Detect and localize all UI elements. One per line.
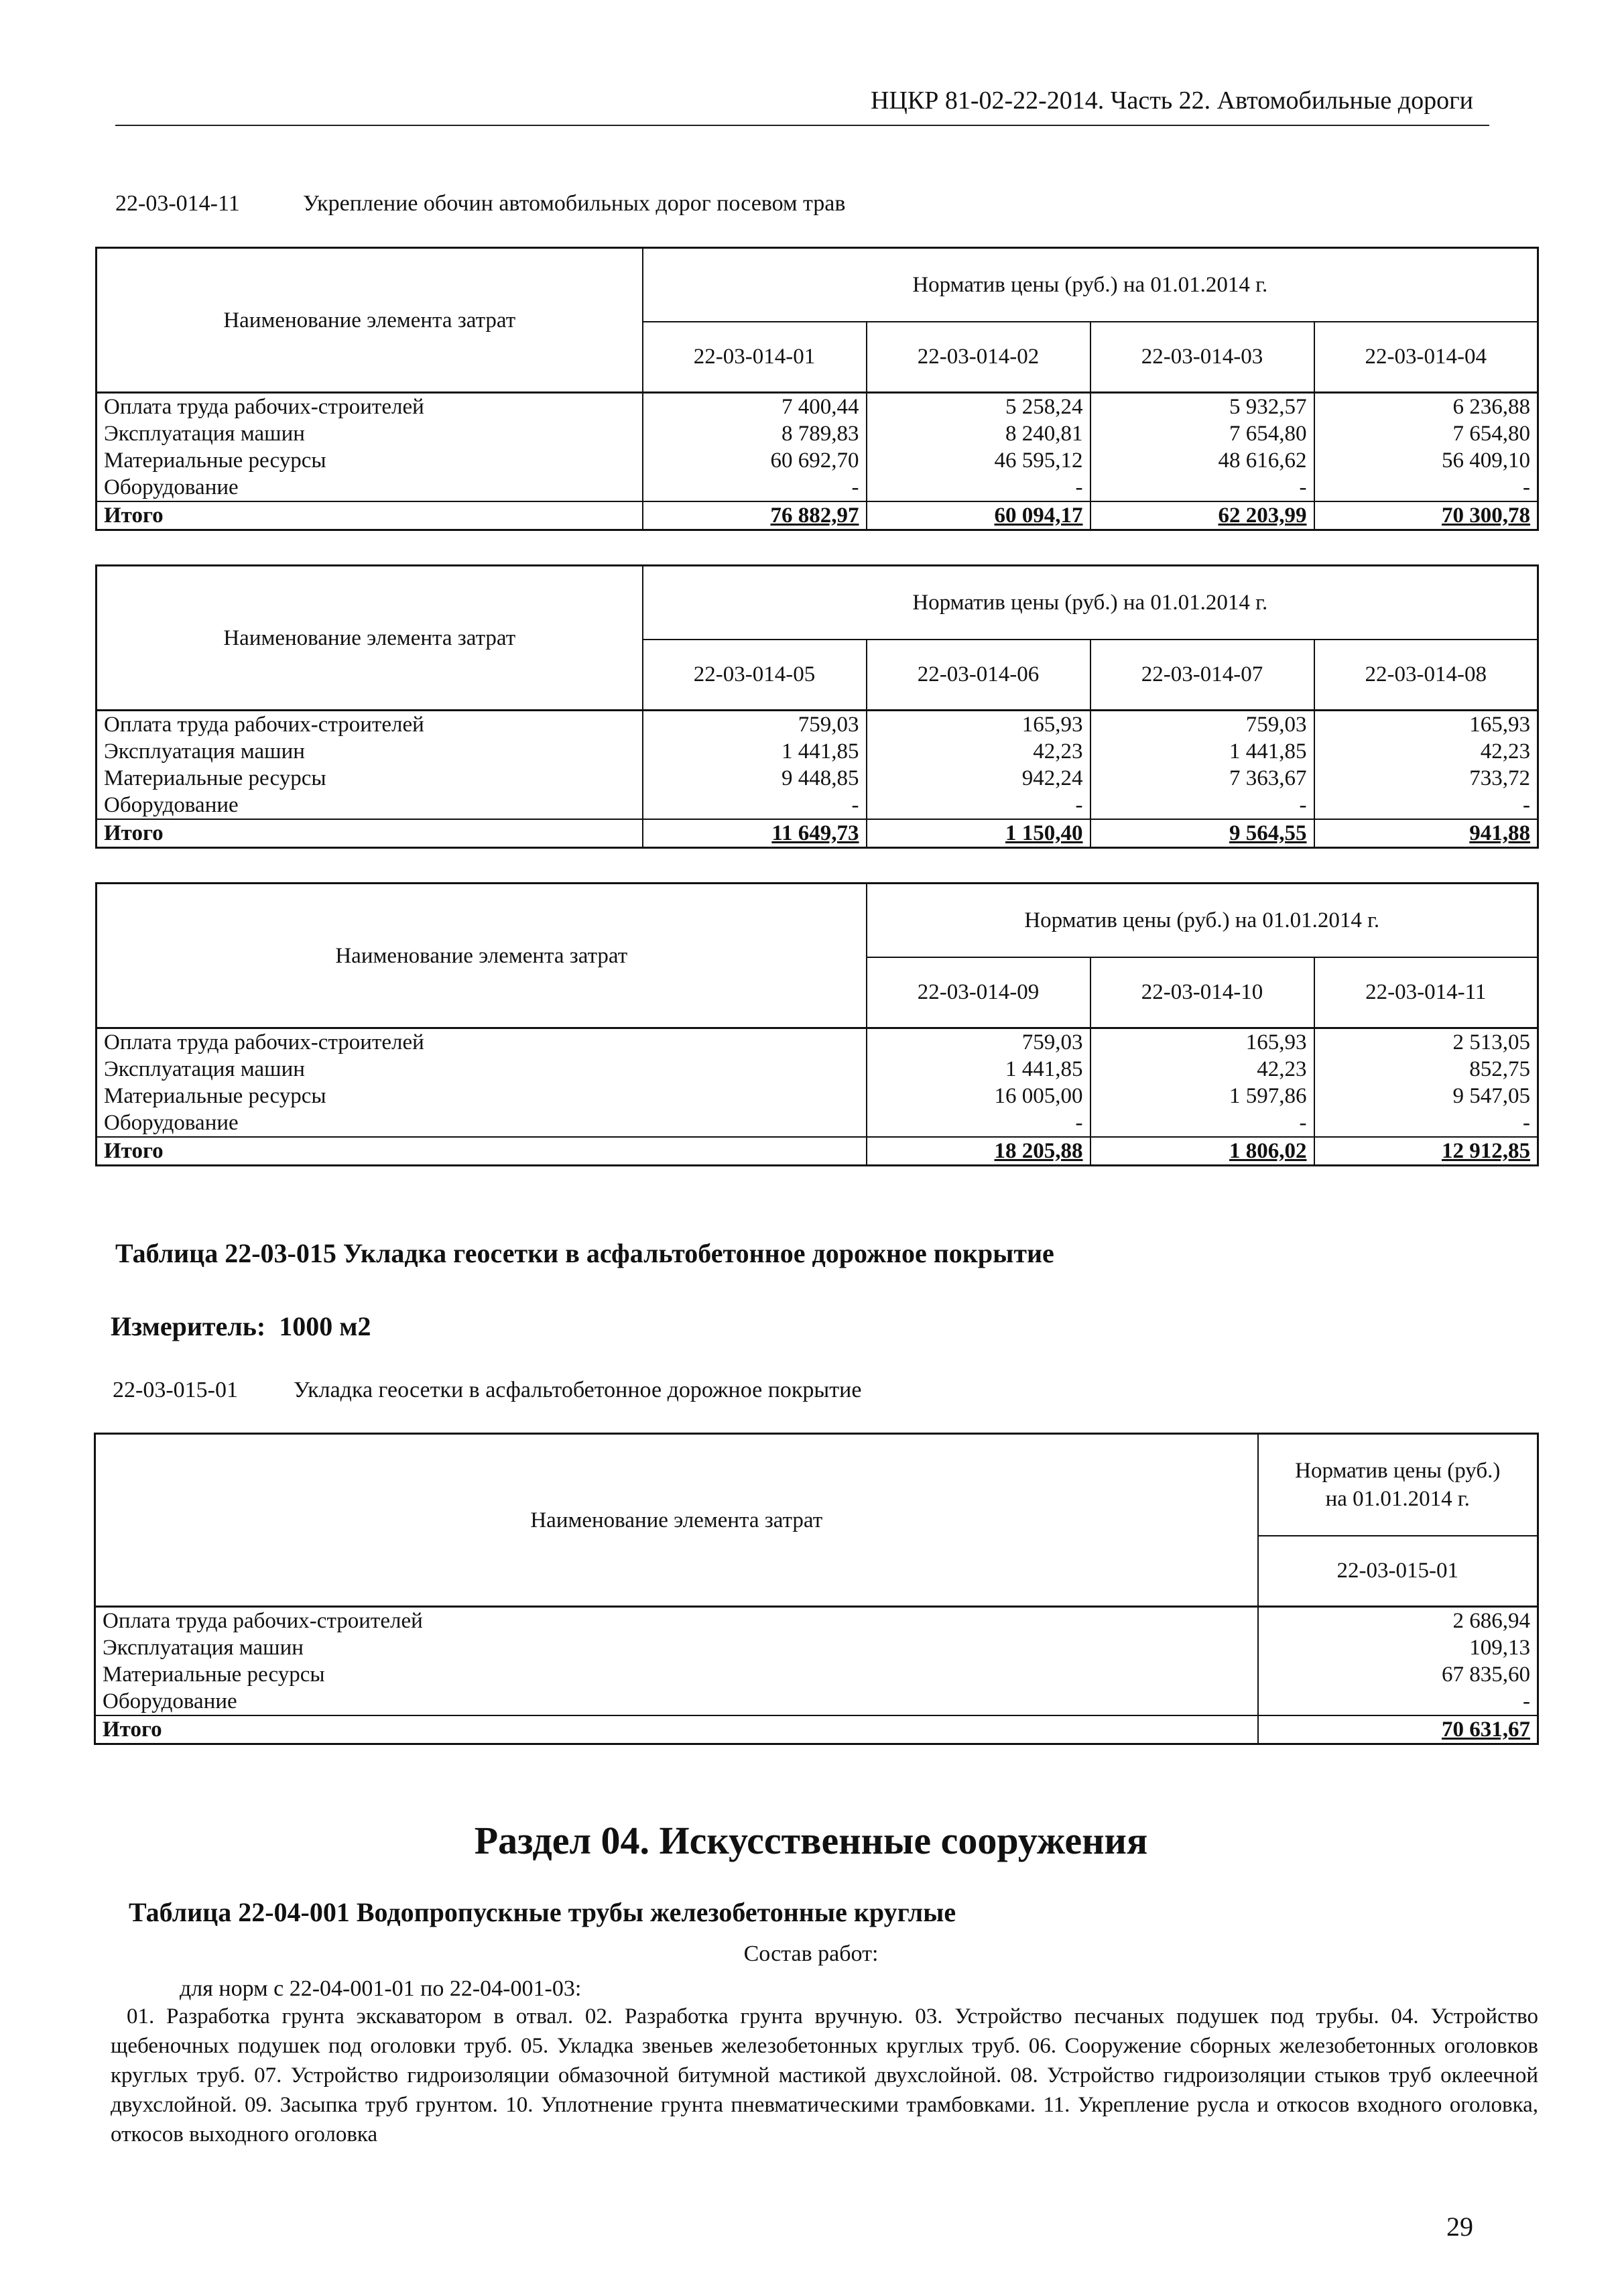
- cell-value: -: [867, 792, 1090, 819]
- code-col-1: 22-03-014-05: [643, 640, 867, 711]
- cell-value: -: [1090, 1109, 1314, 1137]
- composition-heading: Состав работ:: [743, 1941, 879, 1966]
- row-label: Эксплуатация машин: [97, 1056, 867, 1083]
- row-label: Оплата труда рабочих-строителей: [97, 711, 643, 739]
- norm-description: Укрепление обочин автомобильных дорог посевом трав: [303, 191, 846, 216]
- row-label: Материальные ресурсы: [97, 1083, 867, 1109]
- cell-value: 1 441,85: [643, 738, 867, 765]
- norm-code-line: [115, 191, 845, 217]
- measure-value: 1000 м2: [279, 1311, 371, 1341]
- cell-value: 7 363,67: [1090, 765, 1314, 792]
- code-col-3: 22-03-014-03: [1090, 322, 1314, 393]
- norm-code: 22-03-014-11: [115, 191, 240, 216]
- cell-value: 67 835,60: [1258, 1661, 1538, 1688]
- cell-value: 5 932,57: [1090, 393, 1314, 421]
- cell-value: -: [1314, 1109, 1538, 1137]
- row-materials: [97, 1083, 1538, 1109]
- cell-value: 60 692,70: [643, 447, 867, 474]
- row-label: Оборудование: [95, 1688, 1258, 1715]
- cell-value: 9 547,05: [1314, 1083, 1538, 1109]
- row-label: Оплата труда рабочих-строителей: [95, 1607, 1258, 1635]
- cell-value: 7 400,44: [643, 393, 867, 421]
- cell-value: 852,75: [1314, 1056, 1538, 1083]
- header-cost-element: Наименование элемента затрат: [97, 248, 643, 393]
- row-equipment: [95, 1688, 1538, 1715]
- norm-code: 22-03-015-01: [113, 1378, 238, 1402]
- cell-total: 12 912,85: [1314, 1137, 1538, 1166]
- cell-value: 42,23: [1314, 738, 1538, 765]
- cell-value: 165,93: [1314, 711, 1538, 739]
- cell-value: -: [1314, 792, 1538, 819]
- measure-unit: [111, 1311, 371, 1342]
- cell-value: -: [643, 792, 867, 819]
- code-col-1: 22-03-014-01: [643, 322, 867, 393]
- code-col-3: 22-03-014-07: [1090, 640, 1314, 711]
- cell-value: 8 789,83: [643, 420, 867, 447]
- row-equipment: [97, 474, 1538, 501]
- cell-value: 46 595,12: [867, 447, 1090, 474]
- cell-value: 42,23: [867, 738, 1090, 765]
- header-norm-price: Норматив цены (руб.) на 01.01.2014 г.: [643, 566, 1538, 640]
- row-machines: [97, 420, 1538, 447]
- table-title: Таблица 22-04-001 Водопропускные трубы железобетонные круглые: [129, 1897, 956, 1927]
- row-label: Итого: [97, 501, 643, 530]
- cell-total: 76 882,97: [643, 501, 867, 530]
- cell-value: 1 441,85: [867, 1056, 1090, 1083]
- code-col-4: 22-03-014-04: [1314, 322, 1538, 393]
- row-label: Оборудование: [97, 1109, 867, 1137]
- cell-value: 7 654,80: [1314, 420, 1538, 447]
- row-total: [97, 819, 1538, 848]
- cell-value: 56 409,10: [1314, 447, 1538, 474]
- header-norm-price: Норматив цены (руб.) на 01.01.2014 г.: [867, 884, 1538, 957]
- cell-value: 759,03: [1090, 711, 1314, 739]
- cell-total: 1 806,02: [1090, 1137, 1314, 1166]
- row-machines: [97, 738, 1538, 765]
- cell-value: -: [1090, 792, 1314, 819]
- norm-code-line: [113, 1378, 861, 1403]
- row-total: [97, 1137, 1538, 1166]
- section-title: Раздел 04. Искусственные сооружения: [474, 1819, 1148, 1862]
- header-norm-price-line1: Норматив цены (руб.): [1295, 1458, 1501, 1483]
- cell-value: 8 240,81: [867, 420, 1090, 447]
- row-label: Итого: [95, 1715, 1258, 1744]
- row-machines: [95, 1634, 1538, 1661]
- row-labor: [97, 1028, 1538, 1056]
- cell-value: 48 616,62: [1090, 447, 1314, 474]
- code-col-3: 22-03-014-11: [1314, 957, 1538, 1028]
- header-norm-price-line2: на 01.01.2014 г.: [1325, 1486, 1470, 1511]
- work-composition-text: 01. Разработка грунта экскаватором в отвал. 02. Разработка грунта вручную. 03. Устройство песчаных подушек под трубы. 04. Устройство щебеночных подушек под оголовки труб. 05. Укладка звеньев железобетонных круглых труб. 06. Сооружение сборных железобетонных оголовков круглых труб. 07. Устройство гидроизоляции обмазочной битумной мастикой двухслойной. 08. Устройство гидроизоляции стыков труб оклеечной двухслойной. 09. Засыпка труб грунтом. 10. Уплотнение грунта пневматическими трамбовками. 11. Укрепление русла и откосов входного оголовка, откосов выходного оголовка: [111, 2004, 1538, 2147]
- header-norm-price: [1258, 1434, 1538, 1536]
- cell-total: 70 631,67: [1258, 1715, 1538, 1744]
- row-label: Эксплуатация машин: [97, 738, 643, 765]
- row-equipment: [97, 1109, 1538, 1137]
- row-label: Материальные ресурсы: [97, 765, 643, 792]
- cell-value: 759,03: [867, 1028, 1090, 1056]
- code-col-2: 22-03-014-02: [867, 322, 1090, 393]
- cell-value: 1 597,86: [1090, 1083, 1314, 1109]
- cell-total: 11 649,73: [643, 819, 867, 848]
- row-machines: [97, 1056, 1538, 1083]
- cost-table-1: [95, 247, 1539, 531]
- cell-value: -: [1258, 1688, 1538, 1715]
- row-total: [97, 501, 1538, 530]
- norms-range: для норм с 22-04-001-01 по 22-04-001-03:: [180, 1976, 582, 2001]
- cell-value: 759,03: [643, 711, 867, 739]
- measure-label: Измеритель:: [111, 1311, 266, 1341]
- row-label: Оплата труда рабочих-строителей: [97, 393, 643, 421]
- header-cost-element: Наименование элемента затрат: [97, 884, 867, 1028]
- cell-value: 165,93: [867, 711, 1090, 739]
- cell-value: 1 441,85: [1090, 738, 1314, 765]
- row-label: Эксплуатация машин: [95, 1634, 1258, 1661]
- cost-table-2: [95, 564, 1539, 849]
- cell-total: 1 150,40: [867, 819, 1090, 848]
- cell-value: 7 654,80: [1090, 420, 1314, 447]
- row-label: Материальные ресурсы: [97, 447, 643, 474]
- norm-description: Укладка геосетки в асфальтобетонное дорожное покрытие: [294, 1378, 862, 1402]
- cell-value: -: [867, 474, 1090, 501]
- cell-value: 5 258,24: [867, 393, 1090, 421]
- row-label: Итого: [97, 819, 643, 848]
- code-col-2: 22-03-014-06: [867, 640, 1090, 711]
- cell-value: 6 236,88: [1314, 393, 1538, 421]
- cost-table-3: [95, 882, 1539, 1166]
- code-col-2: 22-03-014-10: [1090, 957, 1314, 1028]
- cost-table-4: [94, 1433, 1539, 1745]
- cell-total: 941,88: [1314, 819, 1538, 848]
- page-number: 29: [1446, 2212, 1473, 2242]
- cell-value: 733,72: [1314, 765, 1538, 792]
- row-labor: [95, 1607, 1538, 1635]
- row-label: Эксплуатация машин: [97, 420, 643, 447]
- cell-value: -: [1090, 474, 1314, 501]
- cell-total: 60 094,17: [867, 501, 1090, 530]
- cell-value: -: [643, 474, 867, 501]
- cell-value: 165,93: [1090, 1028, 1314, 1056]
- row-label: Оборудование: [97, 474, 643, 501]
- row-labor: [97, 711, 1538, 739]
- row-equipment: [97, 792, 1538, 819]
- row-label: Итого: [97, 1137, 867, 1166]
- code-col-1: 22-03-014-09: [867, 957, 1090, 1028]
- header-norm-price: Норматив цены (руб.) на 01.01.2014 г.: [643, 248, 1538, 322]
- row-label: Оборудование: [97, 792, 643, 819]
- cell-total: 70 300,78: [1314, 501, 1538, 530]
- cell-value: -: [867, 1109, 1090, 1137]
- row-labor: [97, 393, 1538, 421]
- cell-value: 2 686,94: [1258, 1607, 1538, 1635]
- cell-value: -: [1314, 474, 1538, 501]
- row-total: [95, 1715, 1538, 1744]
- header-cost-element: Наименование элемента затрат: [97, 566, 643, 711]
- table-title: Таблица 22-03-015 Укладка геосетки в асфальтобетонное дорожное покрытие: [115, 1238, 1054, 1268]
- row-materials: [97, 765, 1538, 792]
- cell-total: 18 205,88: [867, 1137, 1090, 1166]
- code-col-1: 22-03-015-01: [1258, 1536, 1538, 1607]
- cell-value: 109,13: [1258, 1634, 1538, 1661]
- header-rule: [115, 125, 1489, 126]
- code-col-4: 22-03-014-08: [1314, 640, 1538, 711]
- cell-total: 62 203,99: [1090, 501, 1314, 530]
- row-materials: [95, 1661, 1538, 1688]
- cell-total: 9 564,55: [1090, 819, 1314, 848]
- row-label: Материальные ресурсы: [95, 1661, 1258, 1688]
- cell-value: 42,23: [1090, 1056, 1314, 1083]
- header-cost-element: Наименование элемента затрат: [95, 1434, 1258, 1607]
- cell-value: 9 448,85: [643, 765, 867, 792]
- row-label: Оплата труда рабочих-строителей: [97, 1028, 867, 1056]
- row-materials: [97, 447, 1538, 474]
- cell-value: 942,24: [867, 765, 1090, 792]
- cell-value: 16 005,00: [867, 1083, 1090, 1109]
- cell-value: 2 513,05: [1314, 1028, 1538, 1056]
- running-header: НЦКР 81-02-22-2014. Часть 22. Автомобильные дороги: [870, 86, 1473, 115]
